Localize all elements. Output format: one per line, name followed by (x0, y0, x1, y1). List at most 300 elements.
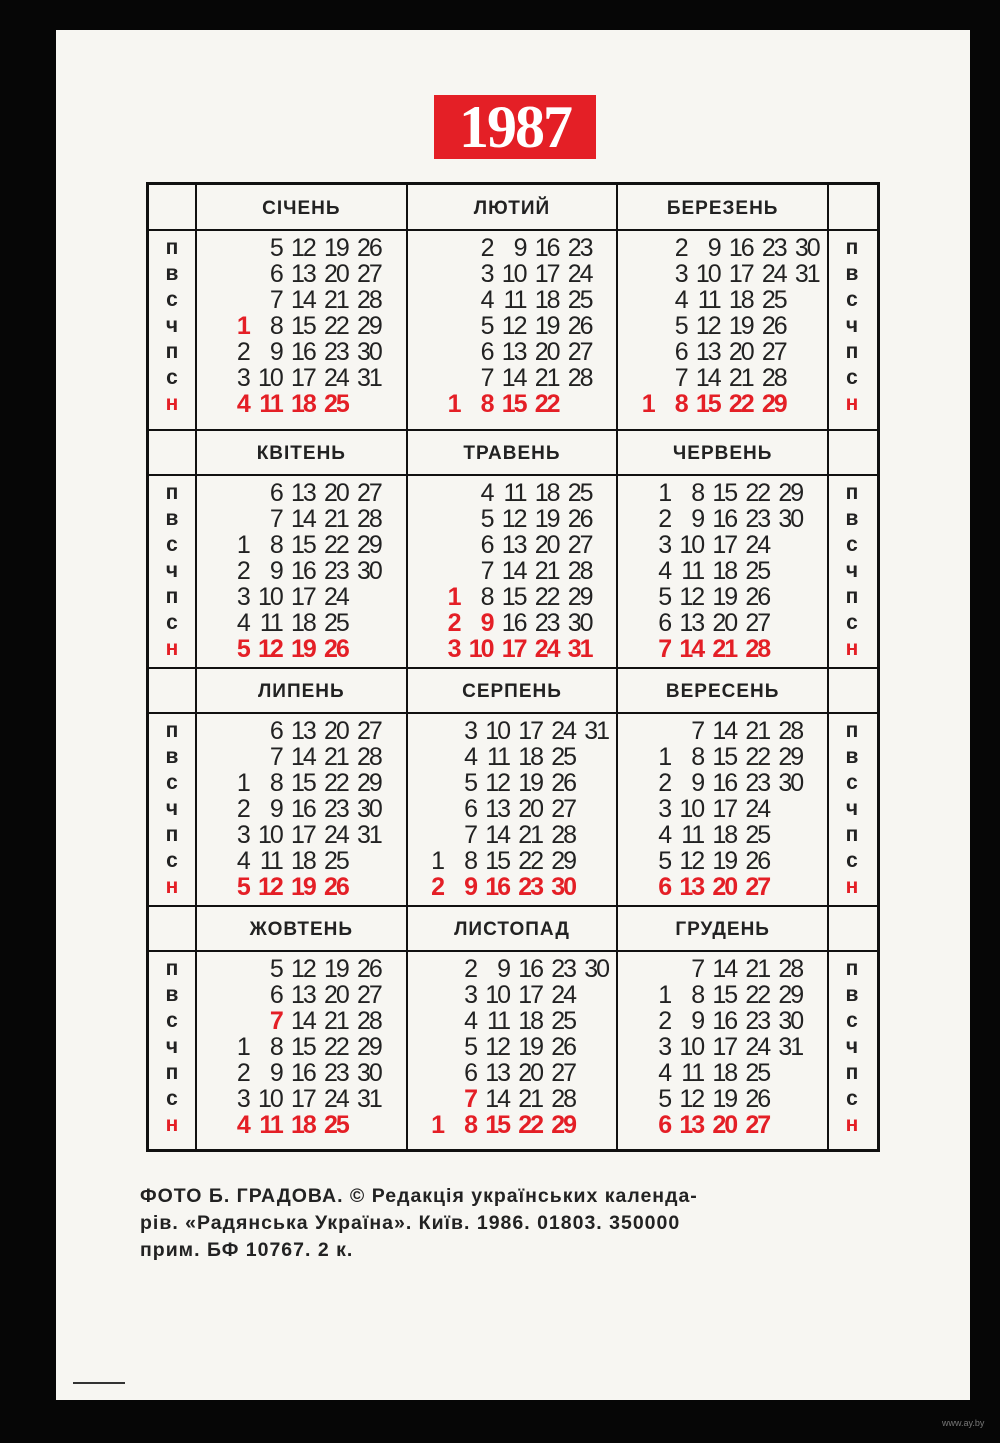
day-number: 13 (679, 609, 704, 637)
day-number: 26 (551, 1033, 575, 1061)
header-rule (149, 950, 877, 952)
day-number: 23 (534, 609, 559, 637)
day-number: 2 (431, 873, 443, 901)
day-number: 10 (485, 717, 509, 745)
weekday-letter-right: с (846, 366, 858, 389)
day-number: 1 (658, 743, 671, 771)
day-number: 10 (468, 635, 493, 663)
day-number: 29 (551, 847, 575, 875)
day-number: 24 (324, 364, 348, 392)
day-number: 16 (485, 873, 509, 901)
day-number: 9 (513, 234, 526, 262)
day-number: 11 (487, 1007, 509, 1035)
day-number: 17 (712, 531, 737, 559)
day-number: 17 (291, 583, 315, 611)
day-number: 25 (324, 847, 348, 875)
day-number: 12 (679, 583, 704, 611)
day-number: 27 (551, 795, 575, 823)
day-number: 30 (584, 955, 608, 983)
day-number: 25 (324, 390, 348, 418)
day-number: 11 (681, 821, 704, 849)
day-number: 13 (291, 717, 315, 745)
day-number: 1 (236, 769, 249, 797)
day-number: 21 (518, 1085, 542, 1113)
day-number: 2 (464, 955, 476, 983)
day-number: 4 (480, 286, 493, 314)
weekday-letter-right: п (845, 957, 859, 980)
day-number: 1 (236, 1033, 249, 1061)
day-number: 20 (518, 795, 542, 823)
weekday-letter-right: в (845, 745, 859, 768)
grid-horizontal-line (149, 429, 877, 431)
day-number: 16 (534, 234, 559, 262)
day-number: 7 (691, 955, 704, 983)
day-number: 9 (707, 234, 720, 262)
day-number: 24 (551, 981, 575, 1009)
day-number: 13 (695, 338, 720, 366)
day-number: 25 (745, 557, 770, 585)
weekday-letter-left: н (165, 392, 179, 415)
day-number: 18 (712, 821, 737, 849)
day-number: 21 (745, 955, 770, 983)
day-number: 3 (236, 583, 249, 611)
day-number: 2 (658, 505, 671, 533)
day-number: 11 (487, 743, 509, 771)
weekday-letter-left: п (165, 1061, 179, 1084)
day-number: 8 (691, 743, 704, 771)
day-number: 7 (480, 364, 493, 392)
day-number: 23 (324, 1059, 348, 1087)
day-number: 30 (357, 1059, 381, 1087)
day-number: 23 (324, 557, 348, 585)
day-number: 24 (745, 531, 770, 559)
day-number: 11 (259, 1111, 282, 1139)
day-number: 15 (485, 847, 509, 875)
day-number: 5 (464, 1033, 476, 1061)
day-number: 7 (691, 717, 704, 745)
day-number: 17 (712, 795, 737, 823)
weekday-letter-left: н (165, 1113, 179, 1136)
day-number: 29 (357, 531, 381, 559)
day-number: 8 (269, 1033, 282, 1061)
month-name: ЖОВТЕНЬ (249, 919, 353, 940)
day-number: 18 (712, 557, 737, 585)
header-rule (149, 712, 877, 714)
grid-horizontal-line (149, 905, 877, 907)
day-number: 1 (236, 531, 249, 559)
day-number: 26 (745, 847, 770, 875)
day-number: 21 (324, 505, 348, 533)
day-number: 5 (236, 635, 249, 663)
day-number: 22 (518, 1111, 542, 1139)
day-number: 2 (674, 234, 687, 262)
day-number: 27 (357, 479, 381, 507)
day-number: 10 (679, 1033, 704, 1061)
day-number: 30 (357, 795, 381, 823)
day-number: 14 (291, 1007, 315, 1035)
day-number: 19 (324, 955, 348, 983)
day-number: 29 (778, 479, 803, 507)
day-number: 3 (236, 821, 249, 849)
day-number: 25 (745, 821, 770, 849)
day-number: 10 (258, 583, 282, 611)
day-number: 4 (236, 609, 249, 637)
month-name: ВЕРЕСЕНЬ (665, 681, 780, 702)
day-number: 31 (357, 364, 381, 392)
day-number: 7 (464, 1085, 476, 1113)
day-number: 1 (431, 1111, 443, 1139)
day-number: 27 (745, 1111, 770, 1139)
day-number: 29 (778, 743, 803, 771)
day-number: 27 (567, 531, 592, 559)
day-number: 22 (728, 390, 753, 418)
day-number: 20 (728, 338, 753, 366)
day-number: 14 (291, 505, 315, 533)
weekday-letter-right: п (845, 1061, 859, 1084)
day-number: 25 (551, 1007, 575, 1035)
day-number: 11 (259, 609, 282, 637)
day-number: 30 (778, 1007, 803, 1035)
day-number: 2 (236, 1059, 249, 1087)
weekday-letter-right: с (846, 849, 858, 872)
day-number: 5 (658, 583, 671, 611)
day-number: 6 (269, 479, 282, 507)
weekday-letter-left: с (166, 611, 178, 634)
day-number: 8 (691, 981, 704, 1009)
day-number: 15 (695, 390, 720, 418)
day-number: 16 (712, 1007, 737, 1035)
day-number: 26 (551, 769, 575, 797)
day-number: 16 (291, 1059, 315, 1087)
day-number: 4 (480, 479, 493, 507)
day-number: 28 (357, 286, 381, 314)
day-number: 3 (464, 717, 476, 745)
day-number: 14 (712, 717, 737, 745)
day-number: 16 (712, 769, 737, 797)
day-number: 8 (464, 1111, 476, 1139)
grid-horizontal-line (149, 667, 877, 669)
day-number: 15 (291, 312, 315, 340)
day-number: 30 (357, 338, 381, 366)
day-number: 17 (712, 1033, 737, 1061)
weekday-letter-left: п (165, 719, 179, 742)
weekday-letter-left: п (165, 481, 179, 504)
weekday-letter-left: ч (165, 797, 179, 820)
day-number: 4 (236, 847, 249, 875)
day-number: 6 (480, 531, 493, 559)
day-number: 19 (324, 234, 348, 262)
day-number: 8 (480, 583, 493, 611)
day-number: 12 (258, 635, 282, 663)
day-number: 24 (567, 260, 592, 288)
day-number: 16 (712, 505, 737, 533)
day-number: 12 (679, 847, 704, 875)
day-number: 28 (357, 743, 381, 771)
day-number: 27 (357, 260, 381, 288)
day-number: 18 (534, 479, 559, 507)
day-number: 1 (641, 390, 654, 418)
day-number: 7 (674, 364, 687, 392)
day-number: 7 (269, 286, 282, 314)
day-number: 27 (745, 609, 770, 637)
day-number: 23 (761, 234, 786, 262)
day-number: 6 (464, 1059, 476, 1087)
month-name: ЛИПЕНЬ (257, 681, 345, 702)
day-number: 5 (269, 955, 282, 983)
day-number: 25 (745, 1059, 770, 1087)
day-number: 28 (357, 1007, 381, 1035)
weekday-letter-right: п (845, 719, 859, 742)
weekday-letter-left: с (166, 771, 178, 794)
day-number: 15 (501, 390, 526, 418)
weekday-letter-right: в (845, 983, 859, 1006)
day-number: 22 (518, 847, 542, 875)
day-number: 24 (761, 260, 786, 288)
weekday-letter-right: с (846, 533, 858, 556)
day-number: 18 (291, 390, 315, 418)
day-number: 8 (269, 531, 282, 559)
weekday-letter-left: с (166, 533, 178, 556)
day-number: 6 (269, 717, 282, 745)
day-number: 13 (501, 338, 526, 366)
weekday-letter-left: п (165, 823, 179, 846)
day-number: 20 (712, 1111, 737, 1139)
day-number: 10 (695, 260, 720, 288)
day-number: 13 (291, 981, 315, 1009)
day-number: 13 (679, 873, 704, 901)
month-name: БЕРЕЗЕНЬ (666, 198, 779, 219)
day-number: 5 (236, 873, 249, 901)
day-number: 15 (712, 981, 737, 1009)
day-number: 30 (778, 769, 803, 797)
day-number: 9 (691, 1007, 704, 1035)
day-number: 28 (567, 557, 592, 585)
day-number: 14 (291, 286, 315, 314)
weekday-letter-left: в (165, 262, 179, 285)
weekday-letter-left: п (165, 236, 179, 259)
day-number: 10 (501, 260, 526, 288)
day-number: 21 (728, 364, 753, 392)
day-number: 21 (712, 635, 737, 663)
day-number: 19 (534, 312, 559, 340)
weekday-letter-right: п (845, 340, 859, 363)
weekday-letter-left: ч (165, 314, 179, 337)
day-number: 20 (518, 1059, 542, 1087)
day-number: 25 (761, 286, 786, 314)
day-number: 13 (501, 531, 526, 559)
day-number: 19 (712, 583, 737, 611)
day-number: 30 (778, 505, 803, 533)
day-number: 5 (464, 769, 476, 797)
header-rule (149, 229, 877, 231)
day-number: 14 (501, 557, 526, 585)
day-number: 10 (679, 531, 704, 559)
weekday-letter-right: в (845, 507, 859, 530)
day-number: 6 (658, 873, 671, 901)
day-number: 3 (658, 531, 671, 559)
header-rule (149, 474, 877, 476)
day-number: 29 (761, 390, 786, 418)
day-number: 13 (291, 479, 315, 507)
day-number: 28 (551, 821, 575, 849)
day-number: 12 (291, 234, 315, 262)
day-number: 15 (712, 743, 737, 771)
day-number: 15 (485, 1111, 509, 1139)
day-number: 11 (697, 286, 720, 314)
month-name: СІЧЕНЬ (262, 198, 341, 219)
day-number: 9 (464, 873, 476, 901)
day-number: 15 (291, 531, 315, 559)
day-number: 4 (464, 1007, 476, 1035)
day-number: 27 (357, 717, 381, 745)
day-number: 19 (712, 1085, 737, 1113)
day-number: 26 (567, 312, 592, 340)
day-number: 16 (291, 338, 315, 366)
day-number: 13 (485, 795, 509, 823)
day-number: 27 (357, 981, 381, 1009)
day-number: 17 (518, 981, 542, 1009)
weekday-letter-left: в (165, 983, 179, 1006)
day-number: 31 (794, 260, 819, 288)
day-number: 24 (324, 1085, 348, 1113)
day-number: 27 (567, 338, 592, 366)
day-number: 20 (324, 479, 348, 507)
day-number: 23 (567, 234, 592, 262)
watermark-text: www.ay.by (942, 1418, 985, 1428)
day-number: 14 (485, 821, 509, 849)
day-number: 4 (236, 1111, 249, 1139)
calendar-grid (146, 182, 880, 1152)
day-number: 3 (236, 364, 249, 392)
weekday-letter-right: п (845, 823, 859, 846)
day-number: 17 (291, 1085, 315, 1113)
day-number: 9 (480, 609, 493, 637)
day-number: 8 (464, 847, 476, 875)
day-number: 14 (712, 955, 737, 983)
day-number: 23 (551, 955, 575, 983)
day-number: 4 (658, 821, 671, 849)
day-number: 6 (269, 981, 282, 1009)
day-number: 4 (674, 286, 687, 314)
day-number: 16 (728, 234, 753, 262)
day-number: 5 (658, 1085, 671, 1113)
day-number: 31 (567, 635, 592, 663)
day-number: 7 (480, 557, 493, 585)
day-number: 29 (357, 312, 381, 340)
day-number: 29 (357, 1033, 381, 1061)
weekday-letter-right: в (845, 262, 859, 285)
day-number: 9 (269, 795, 282, 823)
day-number: 11 (259, 847, 282, 875)
day-number: 17 (291, 364, 315, 392)
day-number: 5 (658, 847, 671, 875)
day-number: 20 (324, 260, 348, 288)
imprint-text (140, 1183, 900, 1264)
day-number: 8 (269, 312, 282, 340)
day-number: 1 (236, 312, 249, 340)
day-number: 29 (567, 583, 592, 611)
day-number: 24 (551, 717, 575, 745)
weekday-letter-left: н (165, 637, 179, 660)
day-number: 13 (679, 1111, 704, 1139)
day-number: 6 (658, 609, 671, 637)
day-number: 24 (534, 635, 559, 663)
day-number: 6 (480, 338, 493, 366)
day-number: 18 (291, 609, 315, 637)
day-number: 4 (658, 557, 671, 585)
day-number: 1 (658, 479, 671, 507)
day-number: 6 (674, 338, 687, 366)
day-number: 29 (778, 981, 803, 1009)
weekday-letter-right: с (846, 771, 858, 794)
weekday-letter-right: ч (845, 1035, 859, 1058)
month-name: ТРАВЕНЬ (463, 443, 561, 464)
day-number: 5 (269, 234, 282, 262)
month-name: ГРУДЕНЬ (675, 919, 770, 940)
day-number: 22 (534, 583, 559, 611)
day-number: 28 (745, 635, 770, 663)
day-number: 21 (745, 717, 770, 745)
day-number: 28 (761, 364, 786, 392)
weekday-letter-left: п (165, 340, 179, 363)
day-number: 28 (551, 1085, 575, 1113)
day-number: 1 (431, 847, 443, 875)
day-number: 20 (712, 873, 737, 901)
day-number: 3 (658, 1033, 671, 1061)
day-number: 9 (269, 1059, 282, 1087)
day-number: 7 (269, 743, 282, 771)
day-number: 10 (258, 364, 282, 392)
day-number: 17 (534, 260, 559, 288)
day-number: 3 (480, 260, 493, 288)
weekday-letter-left: в (165, 745, 179, 768)
day-number: 21 (324, 743, 348, 771)
day-number: 27 (761, 338, 786, 366)
day-number: 14 (679, 635, 704, 663)
day-number: 19 (518, 769, 542, 797)
day-number: 26 (567, 505, 592, 533)
weekday-letter-left: с (166, 288, 178, 311)
day-number: 17 (501, 635, 526, 663)
day-number: 26 (761, 312, 786, 340)
day-number: 18 (728, 286, 753, 314)
day-number: 26 (357, 234, 381, 262)
day-number: 24 (745, 795, 770, 823)
day-number: 13 (291, 260, 315, 288)
day-number: 11 (681, 1059, 704, 1087)
day-number: 9 (269, 338, 282, 366)
weekday-letter-left: в (165, 507, 179, 530)
day-number: 20 (534, 531, 559, 559)
day-number: 28 (778, 955, 803, 983)
day-number: 27 (745, 873, 770, 901)
day-number: 20 (712, 609, 737, 637)
day-number: 18 (534, 286, 559, 314)
day-number: 24 (324, 821, 348, 849)
day-number: 7 (269, 1007, 282, 1035)
day-number: 15 (291, 769, 315, 797)
day-number: 26 (745, 1085, 770, 1113)
weekday-letter-right: н (845, 875, 859, 898)
weekday-letter-left: с (166, 849, 178, 872)
day-number: 12 (485, 1033, 509, 1061)
month-name: КВІТЕНЬ (256, 443, 346, 464)
day-number: 2 (236, 795, 249, 823)
day-number: 2 (658, 769, 671, 797)
day-number: 15 (291, 1033, 315, 1061)
weekday-letter-right: п (845, 481, 859, 504)
day-number: 30 (357, 557, 381, 585)
